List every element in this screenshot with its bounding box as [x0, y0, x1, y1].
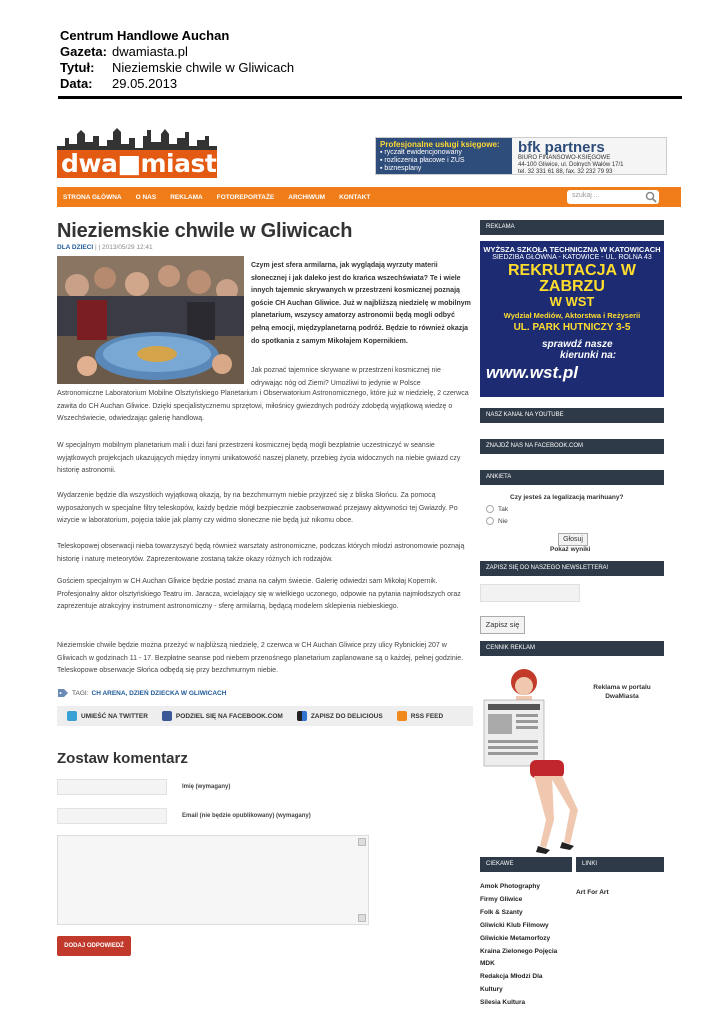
bfk-banner-ad[interactable]: [375, 137, 667, 175]
article-title: Nieziemskie chwile w Gliwicach: [57, 220, 353, 242]
radio-button[interactable]: [486, 517, 494, 525]
wst-ad-line: kierunki na:: [560, 350, 617, 361]
wst-ad-url: www.wst.pl: [486, 363, 578, 382]
newsletter-subscribe-button[interactable]: Zapisz się: [480, 616, 525, 634]
scroll-up-icon[interactable]: [358, 838, 366, 846]
clipping-headline: Nieziemskie chwile w Gliwicach: [112, 60, 295, 75]
article-category[interactable]: DLA DZIECI: [57, 244, 94, 251]
link-item[interactable]: Art For Art: [576, 889, 609, 896]
share-delicious[interactable]: [297, 711, 383, 721]
tags-label: TAGI:: [72, 689, 89, 697]
name-label: Imię (wymagany): [182, 784, 231, 790]
clipping-title: Centrum Handlowe Auchan: [60, 28, 230, 43]
clipping-date-row: [60, 76, 680, 92]
wst-ad-line: sprawdź nasze: [542, 339, 613, 350]
wst-ad-line: SIEDZIBA GŁÓWNA - KATOWICE - UL. ROLNA 43: [492, 254, 652, 261]
article-paragraph: W specjalnym mobilnym planetarium mali i duzi fani przestrzeni kosmicznej będą mogli bezpłatnie uczestniczyć w seansie wyjątkowych projekcjach ukazujących między innymi unikatowość naszej planety, przebieg życia widocznych na niebie gwiazd czy historię astronomii.: [57, 442, 461, 475]
delicious-icon: [297, 711, 307, 721]
show-results-link[interactable]: Pokaż wyniki: [550, 546, 591, 553]
sidebar-facebook-header[interactable]: ZNAJDŹ NAS NA FACEBOOK.COM: [480, 439, 664, 454]
email-label: Email (nie będzie opublikowany) (wymagany): [182, 813, 311, 819]
search-input[interactable]: szukaj ...: [567, 190, 659, 204]
tag-links[interactable]: CH ARENA, DZIEŃ DZIECKA W GLIWICACH: [91, 689, 227, 697]
nav-item-about[interactable]: O NAS: [135, 193, 157, 201]
share-facebook-label: PODZIEL SIĘ NA FACEBOOK.COM: [175, 712, 283, 720]
share-rss[interactable]: [397, 711, 444, 721]
article-paragraph-intro: Jak poznać tajemnice skrywane w przestrzeni kosmicznej nie odrywając nóg od Ziemi? Umożliwi to jedynie w Polsce: [251, 367, 441, 387]
comment-textarea[interactable]: [57, 835, 369, 925]
article-date: | | 2013/05/29 12:41: [93, 244, 153, 251]
radio-button[interactable]: [486, 505, 494, 513]
article-photo: [57, 256, 244, 384]
interesting-link[interactable]: Kraina Zielonego Pojęcia: [480, 947, 558, 955]
newsletter-email-input[interactable]: [480, 584, 580, 602]
sidebar-interesting-header: CIEKAWE: [480, 857, 572, 872]
interesting-links-list: [480, 881, 557, 1010]
vote-button[interactable]: Głosuj: [558, 533, 588, 546]
article-tags: [57, 688, 226, 698]
article-meta: [57, 244, 153, 251]
banner-service-item: ▪ biznesplany: [380, 165, 422, 172]
clipping-date: 29.05.2013: [112, 76, 178, 91]
nav-item-archive[interactable]: ARCHIWUM: [288, 193, 326, 201]
interesting-link[interactable]: Firmy Gliwice: [480, 895, 523, 903]
interesting-link[interactable]: MDK: [480, 960, 495, 968]
article-paragraph: Teleskopowej obserwacji nieba towarzyszyć będą również warsztaty astronomiczne, podczas których młodzi astronomowie poznają historię i naturę meteorytów. Zaprezentowane zostaną także okazy różnych ich rodzajów.: [57, 543, 465, 563]
clipping-newspaper-key: Gazeta:: [60, 44, 107, 59]
pricelist-ad-figure[interactable]: [480, 660, 580, 856]
banner-address: 44-100 Gliwice, ul. Dolnych Wałów 17/1: [518, 162, 624, 168]
sidebar-newsletter-header: ZAPISZ SIĘ DO NASZEGO NEWSLETTERA!: [480, 561, 664, 576]
facebook-icon: [162, 711, 172, 721]
banner-service-item: ▪ rozliczenia płacowe i ZUS: [380, 157, 465, 164]
sidebar-poll-header: ANKIETA: [480, 470, 664, 485]
share-bar: [57, 706, 473, 726]
submit-comment-button[interactable]: DODAJ ODPOWIEDŹ: [57, 936, 131, 956]
banner-service-item: ▪ ryczałt ewidencjonowany: [380, 149, 462, 156]
sidebar-youtube-header[interactable]: NASZ KANAŁ NA YOUTUBE: [480, 408, 664, 423]
nav-item-home[interactable]: STRONA GŁÓWNA: [63, 193, 122, 201]
share-delicious-label: ZAPISZ DO DELICIOUS: [310, 712, 383, 720]
interesting-link[interactable]: Gliwicki Klub Filmowy: [480, 921, 549, 929]
banner-brand: bfk partners: [518, 139, 605, 156]
twitter-icon: [67, 711, 77, 721]
links-list: [576, 881, 609, 900]
article-paragraph: Gościem specjalnym w CH Auchan Gliwice będzie postać znana na całym świecie. Galerię odwiedzi sam Mikołaj Kopernik. Profesjonalny aktor olsztyńskiego Teatru im. Jaracza, wcielający się w wielkiego uczonego, odpowie na pytania najmłodszych oraz zaprezentuje atrakcyjny instrument astronomiczny - sferę armilarną, będącą modelem sklepienia niebieskiego.: [57, 578, 461, 611]
banner-brand-block: [512, 138, 666, 174]
article-paragraph: Astronomiczne Laboratorium Mobilne Olsztyńskiego Planetarium i Obserwatorium Astronomicznego, które już w niedzielę, 2 czerwca zawita do CH Auchan Gliwice. Dzięki specjalistycznemu sprzętowi, miłośnicy gwiezdnych podróży zdobędą wyjątkową wiedzę o Wszechświecie, odwiedzając galerię handlową.: [57, 390, 469, 423]
email-field[interactable]: [57, 808, 167, 824]
share-facebook[interactable]: [162, 711, 283, 721]
clipping-newspaper-row: [60, 44, 680, 60]
clipping-headline-row: [60, 60, 680, 76]
interesting-link[interactable]: Kultury: [480, 986, 503, 994]
article-paragraph: Wydarzenie będzie dla wszystkich wyjątkową okazją, by na bezchmurnym niebie przyjrzeć się z bliska Słońcu. Za pomocą wyposażonych w specjalne filtry teleskopów, każdy będzie mógł bezpiecznie zaobserwować przejawy aktywności tej Gwiazdy. Po wizycie w laboratorium, pojęcia takie jak plamy czy widmo słoneczne nie będą już nikomu obce.: [57, 492, 458, 525]
comment-heading: Zostaw komentarz: [57, 750, 188, 767]
logo-wordmark: dwa■miasta: [57, 150, 217, 178]
search-icon[interactable]: [645, 191, 657, 203]
sidebar-ad-header: REKLAMA: [480, 220, 664, 235]
interesting-link[interactable]: Redakcja Młodzi Dla: [480, 973, 543, 981]
share-twitter[interactable]: [67, 711, 148, 721]
scroll-down-icon[interactable]: [358, 914, 366, 922]
main-nav: [57, 187, 681, 207]
wst-ad-line: REKRUTACJA W ZABRZU: [508, 262, 636, 295]
nav-item-contact[interactable]: KONTAKT: [339, 193, 371, 201]
wst-ad-line: Wydział Mediów, Aktorstwa i Reżyserii: [503, 311, 641, 320]
interesting-link[interactable]: Folk & Szanty: [480, 908, 523, 916]
rss-icon: [397, 711, 407, 721]
interesting-link[interactable]: Silesia Kultura: [480, 999, 526, 1007]
wst-ad-line: UL. PARK HUTNICZY 3-5: [513, 322, 631, 333]
wst-ad-line: WYŻSZA SZKOŁA TECHNICZNA W KATOWICACH: [483, 245, 661, 254]
poll-option-label: Nie: [498, 517, 508, 525]
name-field[interactable]: [57, 779, 167, 795]
nav-item-photo[interactable]: FOTOREPORTAŻE: [216, 193, 275, 201]
interesting-link[interactable]: Amok Photography: [480, 883, 540, 890]
interesting-link[interactable]: Gliwickie Metamorfozy: [480, 934, 551, 942]
clipping-date-key: Data:: [60, 76, 93, 91]
share-rss-label: RSS FEED: [410, 712, 444, 720]
tag-icon: [57, 688, 69, 698]
banner-services: [376, 138, 512, 174]
share-twitter-label: UMIEŚĆ NA TWITTER: [81, 712, 148, 720]
nav-item-ads[interactable]: REKLAMA: [170, 193, 203, 201]
site-logo[interactable]: [57, 126, 233, 178]
clipping-header: [60, 28, 680, 92]
clipping-newspaper: dwamiasta.pl: [112, 44, 188, 59]
clipping-headline-key: Tytuł:: [60, 60, 95, 75]
poll-question: Czy jesteś za legalizacją marihuany?: [510, 494, 624, 501]
banner-services-title: Profesjonalne usługi księgowe:: [380, 140, 500, 149]
banner-phone: tel. 32 331 61 88, fax. 32 232 79 93: [518, 169, 613, 175]
clipping-divider: [58, 96, 682, 99]
poll-option-yes[interactable]: [486, 505, 508, 513]
article-paragraph: Nieziemskie chwile będzie można przeżyć w najbliższą niedzielę, 2 czerwca w CH Auchan Gliwice przy ulicy Rybnickiej 207 w Gliwicach w godzinach 11 - 17. Bezpłatne seanse pod niebem przenośnego planetarium zaplanowane są o każdej, pełnej godzinie. Teleskopowe obserwacje Słońca odbędą się przy bezchmurnym niebie.: [57, 642, 464, 675]
banner-sub: BIURO FINANSOWO-KSIĘGOWE: [518, 155, 611, 161]
pricelist-text[interactable]: Reklama w portalu DwaMiasta: [593, 684, 651, 700]
article-lead: Czym jest sfera armilarna, jak wyglądają wyrzuty materii słonecznej i jak daleko jest do krańca wszechświata? Te i wiele innych tajemnic skrywanych w przestrzeni kosmicznej poznają goście CH Auchan Gliwice. Już w najbliższą niedzielę w mobilnym planetarium, wszyscy amatorzy astronomii będą mogli odbyć pełną emocji, międzyplanetarną podróż. Będzie to również okazja do spotkania z samym Mikołajem Kopernikiem.: [251, 262, 471, 345]
wst-ad[interactable]: [480, 241, 664, 397]
poll-option-no[interactable]: [486, 517, 508, 525]
sidebar-pricelist-header: CENNIK REKLAM: [480, 641, 664, 656]
poll-option-label: Tak: [498, 505, 509, 513]
wst-ad-line: W WST: [549, 294, 595, 309]
sidebar-links-header: LINKI: [576, 857, 664, 872]
